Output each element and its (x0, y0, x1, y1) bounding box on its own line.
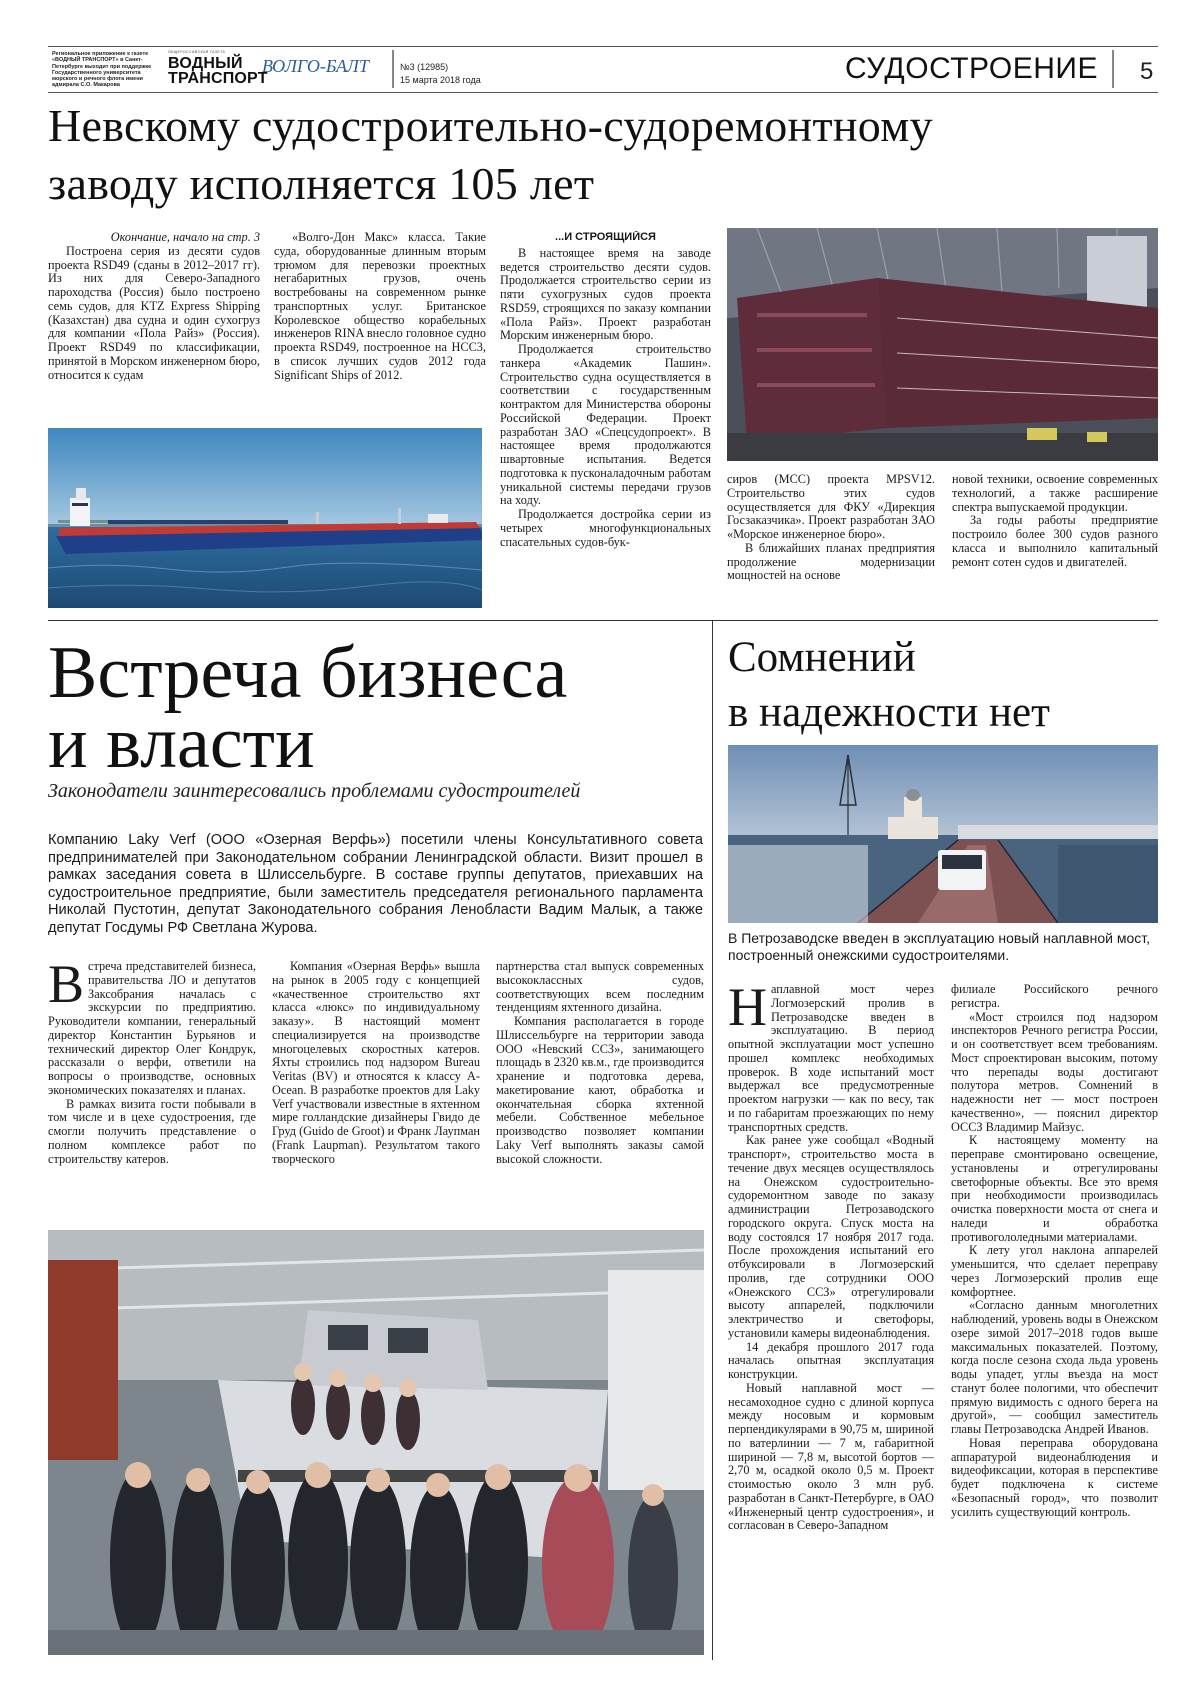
logo-volgo-balt[interactable]: ВОЛГО-БАЛТ (262, 56, 369, 76)
photo-pontoon-bridge (728, 745, 1158, 923)
column-separator (712, 620, 713, 1660)
section-divider (1112, 50, 1114, 88)
article2-col1-p2: В рамках визита гости побывали в том числе и в цехе судостроения, где смогли получить представление о полном комплексе работ по строительству катеров. (48, 1096, 256, 1166)
article1-col5 (952, 473, 1158, 608)
article3-col1-p4: Новый наплавной мост — несамоходное судно с длиной корпуса между носовым и кормовым перпендикулярами в 90,75 м, шириной по ватерлинии — 7 м, габаритной шириной — 7,8 м, высотой бортов — 2,70 м, осадкой около 0,5 м. Проект стоимостью около 3 млн руб. разработан в Санкт-Петербурге, в ОАО «Инженерный центр судостроения», и согласован в Северо-Западном (728, 1380, 934, 1533)
article1-title-line1: Невскому судостроительно-судоремонтному (48, 100, 933, 151)
article1-col1 (48, 231, 260, 419)
article1-col5-p2: За годы работы предприятие построило более 300 судов разного класса и выполнило капитальный ремонт сотен судов и двигателей. (952, 513, 1158, 569)
article2-title-line1: Встреча бизнеса (48, 632, 568, 714)
article1-col2-text: «Волго-Дон Макс» класса. Такие суда, оборудованные длинным вторым трюмом для перевозки проектных негабаритных грузов, очень востребованы на современном рынке транспортных услуг. Британское Королевское общество корабельных инженеров RINA внесло головное судно проекта RSD49, построенное на НСС3, в список лучших судов 2012 года Significant Ships of 2012. (274, 231, 486, 382)
issue-date: 15 марта 2018 года (400, 75, 481, 85)
article3-col2-p5: «Согласно данным многолетних наблюдений, уровень воды в Онежском озере зимой 2017–2018 годов выше максимальных показателей. Поэтому, когда после сезона схода льда уровень воды упадет, углы въезда на мост станут более пологими, что обеспечит прямую видимость с одного берега на другой», — сообщил заместитель главы Петрозаводска Андрей Иванов. (951, 1298, 1158, 1436)
article2-col2 (272, 960, 480, 1210)
logo-tagline: ОБЩЕРОССИЙСКАЯ ГАЗЕТА (168, 50, 226, 54)
article3-caption: В Петрозаводске введен в эксплуатацию новый наплавной мост, построенный онежскими судостроителями. (728, 930, 1151, 963)
article2-col1-p1: стреча представителей бизнеса, правительства ЛО и депутатов Заксобрания началась с экскурсии по предприятию. Руководители компании, генеральный директор Константин Бурьянов и технический директор Олег Кондрук, рассказали о верфи, ответили на вопросы о производстве, основных экономических показателях и планах. (48, 960, 256, 1097)
article2-lead: Компанию Laky Verf (ООО «Озерная Верфь») посетили члены Консультативного совета предпринимателей при Законодательном собрании Ленинградской области. Визит прошел в рамках заседания совета в Шлиссельбурге. В составе группы депутатов, приехавших на судостроительное предприятие, были заместитель председателя регионального парламента Николай Пустотин, депутат Законодательного собрания Ленобласти Вадим Малык, а также депутат Госдумы РФ Светлана Журова. (48, 832, 703, 936)
article1-col4-p1: сиров (МСС) проекта MPSV12. Строительство этих судов осуществляется для ФКУ «Дирекция Госзаказчика». Проект разработан ЗАО «Морское инженерное бюро». (727, 473, 935, 541)
article1-col3-p1: В настоящее время на заводе ведется строительство десяти судов. Продолжается строительство серии из пяти сухогрузных судов проекта RSD59, строящихся по заказу компании «Пола Райз». Проект разработан Морским инженерным бюро. (500, 245, 711, 343)
article2-dropcap: В (48, 960, 85, 1014)
logo-line2[interactable]: ТРАНСПОРТ (168, 70, 268, 87)
article2-col3-p2: Компания располагается в городе Шлиссельбурге на территории завода ООО «Невский ССЗ», занимающего площадь в 2320 кв.м., где производится хранение и подготовка дерева, макетирование кают, обработка и окончательная сборка яхтенной мебели. Собственное мебельное производство позволяет компании Laky Verf выполнять заказы самой высокой сложности. (496, 1014, 704, 1166)
article2-title-line2: и власти (48, 702, 315, 784)
article1-col3-p2: Продолжается строительство танкера «Академик Пашин». Строительство судна осуществляется в соответствии с государственным контрактом для Министерства обороны Российской Федерации. Проект разработан ЗАО «Спецсудопроект». В настоящее время продолжаются швартовные испытания. Ведется подготовка к пусконаладочным работам уникальной системы передачи грузов на ходу. (500, 342, 711, 508)
photo-group-shipyard (48, 1230, 704, 1655)
article3-col1 (728, 983, 934, 1655)
photo-shipyard-hull (727, 228, 1158, 461)
article3-title-line2: в надежности нет (728, 689, 1050, 736)
article1-col3 (500, 231, 711, 608)
article3-col2-p2: «Мост строился под надзором инспекторов Речного регистра России, и он соответствует всем требованиям. Мост спроектирован высоким, потому что перепады воды достигают полутора метров. Сомнений в надежности нет — мост построен качественно», — пояснил директор ОССЗ Владимир Майзус. (951, 1009, 1158, 1134)
article1-col2 (274, 231, 486, 419)
article3-col2-p4: К лету угол наклона аппарелей уменьшится, что сделает переправу через Логмозерский пролив еще комфортнее. (951, 1243, 1158, 1299)
article1-col3-p3: Продолжается достройка серии из четырех многофункциональных спасательных судов-бук- (500, 507, 711, 549)
article2-col3 (496, 960, 704, 1210)
article2-subtitle: Законодатели заинтересовались проблемами судостроителей (48, 780, 581, 802)
article1-col4 (727, 473, 935, 608)
article3-col1-p3: 14 декабря прошлого 2017 года началась опытная эксплуатация конструкции. (728, 1339, 934, 1381)
article2-col1 (48, 960, 256, 1210)
page-number: 5 (1140, 58, 1154, 85)
article3-col2-p1: филиале Российского речного регистра. (951, 983, 1158, 1010)
article1-continuation: Окончание, начало на стр. 3 (110, 231, 260, 244)
article3-col1-p2: Как ранее уже сообщал «Водный транспорт», строительство моста в течение двух месяцев осуществлялось на Онежском судостроительно-судоремонтном заводе по заказу администрации Петрозаводского городского округа. Спуск моста на воду состоялся 17 ноября 2017 года. После прохождения испытаний его отбуксировали в Логмозерский пролив, где сотрудники ООО «Онежского ССЗ» отрегулировали высоту аппарелей, подключили электричество и светофоры, установили камеры видеонаблюдения. (728, 1133, 934, 1340)
article3-title-line1: Сомнений (728, 634, 916, 681)
article3-col2-p6: Новая переправа оборудована аппаратурой видеонаблюдения и видеофиксации, которая в перспективе будет подключена к системе «Безопасный город», что позволит усилить существующий контроль. (951, 1435, 1158, 1519)
section-title: СУДОСТРОЕНИЕ (845, 52, 1098, 85)
masthead-top-rule (48, 46, 1158, 47)
article3-dropcap: Н (728, 983, 767, 1037)
article1-title-line2: заводу исполняется 105 лет (48, 158, 595, 209)
issue-number: №3 (12985) (400, 62, 449, 72)
photo-cargo-ship (48, 428, 482, 608)
article1-col5-p1: новой техники, освоение современных технологий, а также расширение спектра выпускаемой продукции. (952, 473, 1158, 514)
masthead-divider (392, 50, 394, 88)
masthead-note: Региональное приложение к газете «ВОДНЫЙ ТРАНСПОРТ» в Санкт-Петербурге выходит при поддержке Государственного университета морского и речного флота имени адмирала С.О. Макарова (52, 51, 152, 89)
article1-col4-p2: В ближайших планах предприятия продолжение модернизации мощностей на основе (727, 540, 935, 583)
masthead-bottom-rule (48, 92, 1158, 93)
logo-line1[interactable]: ВОДНЫЙ (168, 55, 243, 72)
article2-col2-text: Компания «Озерная Верфь» вышла на рынок в 2005 году с концепцией «качественное строительство яхт класса «люкс» по индивидуальному заказу». В настоящий момент специализируется на производстве многоцелевых скоростных катеров. Яхты строились под надзором Bureau Veritas (BV) и относятся к классу A-Ocean. В разработке проектов для Laky Verf участвовали известные в яхтенном мире голландские дизайнеры Гвидо де Груд (Guido de Groot) и Франк Лаупман (Frank Laupman). Результатом такого творческого (272, 960, 480, 1166)
article2-col3-p1: партнерства стал выпуск современных высококлассных судов, соответствующих всем последним тенденциям яхтенного дизайна. (496, 960, 704, 1015)
article3-col2 (951, 983, 1158, 1655)
article1-subheading: ...И СТРОЯЩИЙСЯ (555, 231, 656, 243)
article-separator (48, 620, 1158, 621)
article3-col1-p1: аплавной мост через Логмозерский пролив в Петрозаводске введен в эксплуатацию. В период опытной эксплуатации мост успешно прошел комплекс необходимых проверок. В ходе испытаний мост выдержал все предусмотренные проектом нагрузки — как по весу, так и по габаритам проезжающих по нему транспортных средств. (728, 983, 934, 1134)
article3-col2-p3: К настоящему моменту на переправе смонтировано освещение, установлены и отрегулированы светофорные объекты. Все это время при необходимости производилась очистка поверхности моста от снега и наледи и обработка противогололедными материалами. (951, 1133, 1158, 1244)
article1-col1-text: Построена серия из десяти судов проекта RSD49 (сданы в 2012–2017 гг). Из них для Северо-Западного пароходства (Россия) было построено семь судов, для KTZ Express Shipping (Казахстан) два судна и один сухогруз для компании «Пола Райз» (Россия). Проект RSD49 по классификации, принятой в Морском инженерном бюро, относится к судам (48, 243, 260, 382)
